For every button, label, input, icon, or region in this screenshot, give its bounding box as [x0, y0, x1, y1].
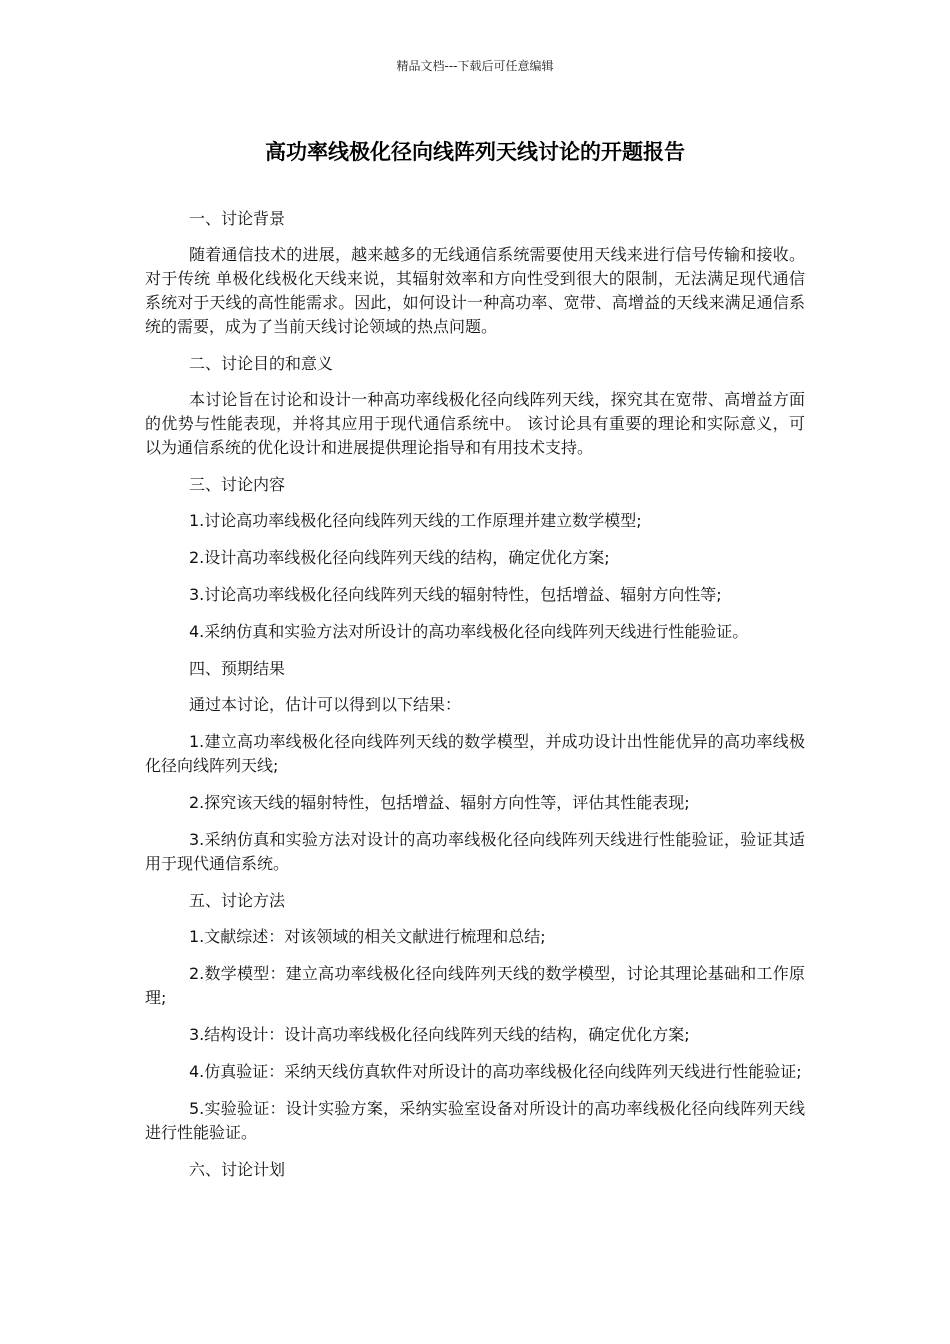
list-item: 1.文献综述：对该领域的相关文献进行梳理和总结;	[189, 927, 546, 946]
list-item: 3.采纳仿真和实验方法对设计的高功率线极化径向线阵列天线进行性能验证，验证其适用于现代通信系统。	[145, 830, 805, 873]
body-paragraph: 通过本讨论，估计可以得到以下结果：	[189, 695, 462, 714]
list-item: 3.结构设计：设计高功率线极化径向线阵列天线的结构，确定优化方案;	[189, 1025, 690, 1044]
list-item: 1.讨论高功率线极化径向线阵列天线的工作原理并建立数学模型;	[189, 511, 642, 530]
list-item: 3.讨论高功率线极化径向线阵列天线的辐射特性，包括增益、辐射方向性等;	[189, 585, 722, 604]
list-item: 5.实验验证：设计实验方案，采纳实验室设备对所设计的高功率线极化径向线阵列天线进行性能验证。	[145, 1099, 805, 1142]
list-item: 1.建立高功率线极化径向线阵列天线的数学模型，并成功设计出性能优异的高功率线极化径向线阵列天线;	[145, 732, 805, 775]
body-paragraph: 本讨论旨在讨论和设计一种高功率线极化径向线阵列天线，探究其在宽带、高增益方面的优势与性能表现，并将其应用于现代通信系统中。 该讨论具有重要的理论和实际意义，可以为通信系统的优化设计和进展提供理论指导和有用技术支持。	[145, 390, 805, 457]
section-heading: 四、预期结果	[189, 659, 286, 678]
section-heading: 五、讨论方法	[189, 891, 286, 910]
section-heading: 六、讨论计划	[189, 1160, 286, 1179]
section-heading: 二、讨论目的和意义	[189, 354, 334, 373]
document-title: 高功率线极化径向线阵列天线讨论的开题报告	[265, 140, 685, 164]
list-item: 2.数学模型：建立高功率线极化径向线阵列天线的数学模型，讨论其理论基础和工作原理;	[145, 964, 805, 1007]
section-heading: 一、讨论背景	[189, 209, 286, 228]
section-heading: 三、讨论内容	[189, 475, 286, 494]
body-paragraph: 随着通信技术的进展，越来越多的无线通信系统需要使用天线来进行信号传输和接收。对于传统 单极化线极化天线来说，其辐射效率和方向性受到很大的限制，无法满足现代通信系统对于天线的高性能需求。因此，如何设计一种高功率、宽带、高增益的天线来满足通信系统的需要，成为了当前天线讨论领域的热点问题。	[145, 245, 805, 336]
header-note: 精品文档---下载后可任意编辑	[396, 59, 554, 73]
list-item: 4.采纳仿真和实验方法对所设计的高功率线极化径向线阵列天线进行性能验证。	[189, 622, 749, 641]
list-item: 2.探究该天线的辐射特性，包括增益、辐射方向性等，评估其性能表现;	[189, 793, 690, 812]
document-body	[145, 207, 805, 1194]
list-item: 4.仿真验证：采纳天线仿真软件对所设计的高功率线极化径向线阵列天线进行性能验证;	[189, 1062, 802, 1081]
list-item: 2.设计高功率线极化径向线阵列天线的结构，确定优化方案;	[189, 548, 610, 567]
